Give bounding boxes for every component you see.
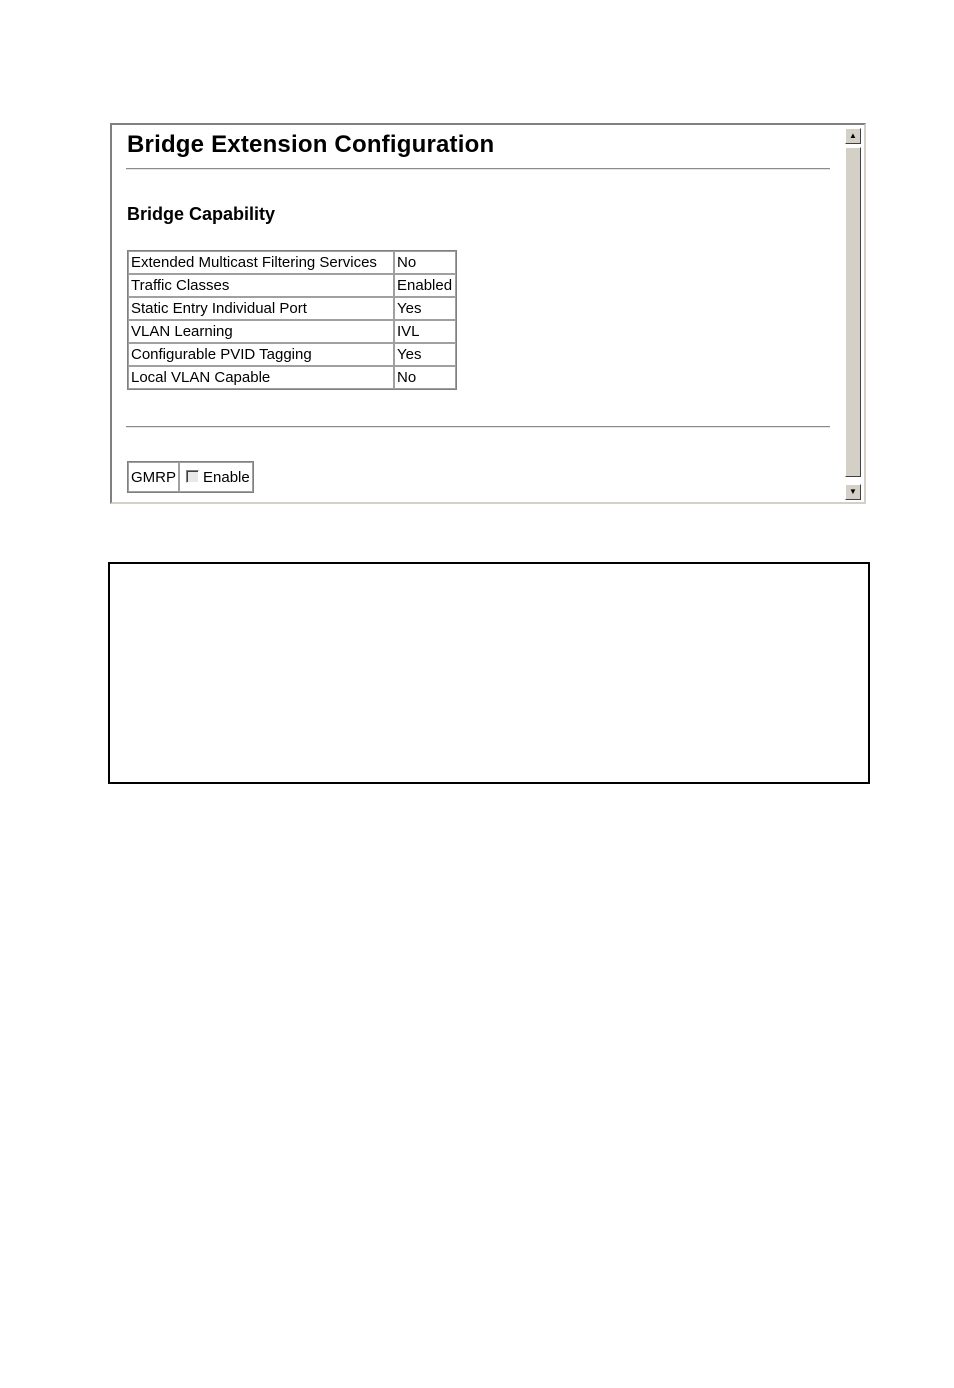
table-row [128,320,456,343]
divider-bottom [126,426,830,428]
row-label: Local VLAN Capable [128,366,394,389]
table-row [128,297,456,320]
row-value: No [394,251,456,274]
bridge-capability-table [127,250,457,390]
table-row [128,343,456,366]
gmrp-label: GMRP [128,462,179,492]
gmrp-row [128,462,253,492]
row-label: VLAN Learning [128,320,394,343]
page-content [112,125,844,502]
gmrp-table [127,461,254,493]
table-row [128,366,456,389]
vertical-scrollbar[interactable] [844,125,864,502]
browser-window [110,123,866,504]
row-value: Yes [394,343,456,366]
scrollbar-thumb[interactable] [845,147,861,477]
empty-note-box [108,562,870,784]
scroll-up-arrow-icon[interactable]: ▲ [845,128,861,144]
gmrp-enable-checkbox[interactable] [186,470,199,483]
row-value: Enabled [394,274,456,297]
gmrp-enable-cell[interactable] [179,462,253,492]
section-title: Bridge Capability [127,204,276,224]
row-label: Extended Multicast Filtering Services [128,251,394,274]
gmrp-enable-label[interactable]: Enable [203,468,250,486]
row-value: No [394,366,456,389]
row-label: Traffic Classes [128,274,394,297]
row-label: Static Entry Individual Port [128,297,394,320]
scroll-down-arrow-icon[interactable]: ▼ [845,484,861,500]
table-row [128,251,456,274]
divider-top [126,168,830,170]
table-row [128,274,456,297]
page-title: Bridge Extension Configuration [127,131,495,158]
row-label: Configurable PVID Tagging [128,343,394,366]
row-value: Yes [394,297,456,320]
row-value: IVL [394,320,456,343]
